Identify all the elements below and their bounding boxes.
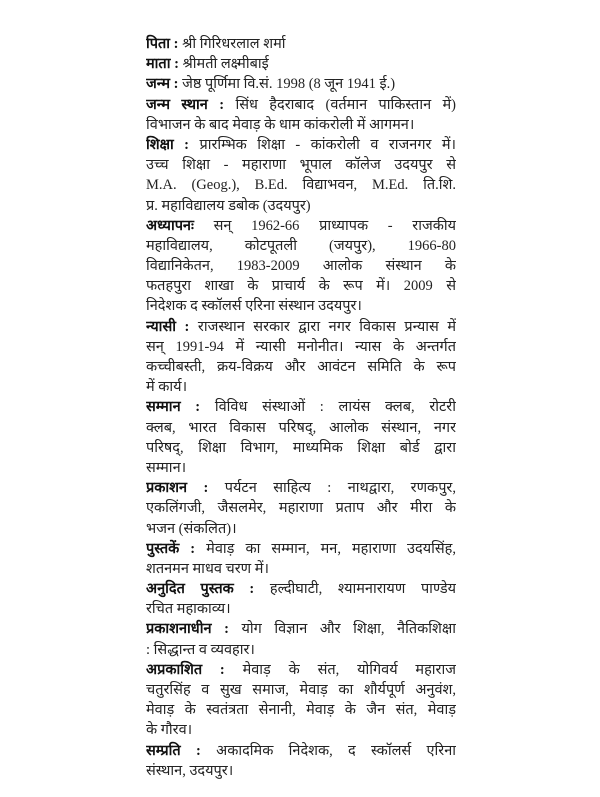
entry-label: अनुदित पुस्तक : [146,581,255,598]
text-line [146,579,456,599]
text-line [146,700,456,720]
text-line [146,115,456,135]
entry-text: मेवाड़ के स्वतंत्रता सेनानी, मेवाड़ के जैन संत, मेवाड़ [146,702,456,719]
bio-entry [146,539,456,579]
entry-text: संस्थान, उदयपुर। [146,762,234,779]
entry-text: महाविद्यालय, कोटपूतली (जयपुर), 1966-80 [146,237,456,254]
entry-text: भजन (संकलित)। [146,520,237,537]
text-line [146,720,456,740]
text-line [146,438,456,458]
entry-text: प्रारम्भिक शिक्षा - कांकरोली व राजनगर में। [199,136,456,153]
entry-text: उच्च शिक्षा - महाराणा भूपाल कॉलेज उदयपुर से [146,157,456,174]
text-line [146,155,456,175]
entry-text: कच्चीबस्ती, क्रय-विक्रय और आवंटन समिति के रूप [146,359,456,375]
bio-entry [146,135,456,216]
bio-entry [146,741,456,781]
entry-text: मेवाड़ का सम्मान, मन, महाराणा उदयसिंह, [206,540,456,557]
text-line [146,236,456,256]
entry-text: अकादमिक निदेशक, द स्कॉलर्स एरिना [216,742,456,759]
entry-text: फतहपुरा शाखा के प्राचार्य के रूप में। 2009 से [146,278,456,295]
text-line [146,317,456,337]
text-line [146,680,456,700]
entry-label: सम्मान : [146,399,201,416]
bio-entry [146,660,456,741]
text-line [146,74,456,94]
text-line [146,761,456,781]
bio-entry [146,34,456,54]
entry-text: के गौरव। [146,722,193,739]
text-line [146,54,456,74]
entry-label: प्रकाशनाधीन : [146,621,229,638]
entry-label: जन्म : [146,76,179,93]
entry-label: अध्यापनः [146,217,194,234]
entry-text: हल्दीघाटी, श्यामनारायण पाण्डेय [269,581,456,598]
entry-text: एकलिंगजी, जैसलमेर, महाराणा प्रताप और मीरा के [146,500,456,517]
text-line [146,357,456,377]
entry-text: क्लब, भारत विकास परिषद्, आलोक संस्थान, नगर [146,419,456,436]
entry-label: अप्रकाशित : [146,661,225,678]
entry-text: सन् 1962-66 प्राध्यापक - राजकीय [213,217,456,234]
entry-text: राजस्थान सरकार द्वारा नगर विकास प्रन्यास में [197,318,456,335]
text-line [146,296,456,316]
text-line [146,741,456,761]
entry-text: मेवाड़ के संत, योगिवर्य महाराज [242,661,456,678]
entry-label: न्यासी : [146,318,190,335]
bio-entry [146,74,456,94]
bio-entry [146,216,456,317]
text-line [146,397,456,417]
text-line [146,196,456,216]
entry-text: विभाजन के बाद मेवाड़ के धाम कांकरोली में आगमन। [146,116,415,133]
text-line [146,377,456,397]
text-line [146,599,456,619]
entry-text: शतनमन माधव चरण में। [146,560,269,577]
entry-text: विद्यानिकेतन, 1983-2009 आलोक संस्थान के [146,258,456,275]
entry-text: श्रीमती लक्ष्मीबाई [182,56,269,73]
entry-label: पिता : [146,36,179,52]
text-line [146,519,456,539]
bio-entry [146,397,456,478]
text-line [146,539,456,559]
text-line [146,458,456,478]
entry-label: जन्म स्थान : [146,96,225,113]
text-line [146,337,456,357]
text-line [146,34,456,54]
entry-text: विविध संस्थाओं : लायंस क्लब, रोटरी [214,399,456,416]
entry-label: पुस्तकें : [146,540,196,557]
text-line [146,418,456,438]
text-line [146,175,456,195]
entry-label: प्रकाशन : [146,480,209,497]
entry-text: श्री गिरिधरलाल शर्मा [182,36,286,52]
entry-text: चतुरसिंह व सुख समाज, मेवाड़ का शौर्यपूर्ण अनुवंश, [146,682,456,698]
bio-entry [146,478,456,539]
bio-entry [146,317,456,398]
entry-text: रचित महाकाव्य। [146,601,231,618]
entry-text: सम्मान। [146,459,187,476]
text-line [146,256,456,276]
text-line [146,619,456,639]
entry-label: शिक्षा : [146,136,190,153]
entry-text: जेष्ठ पूर्णिमा वि.सं. 1998 (8 जून 1941 ई.) [182,76,396,93]
entry-text: निदेशक द स्कॉलर्स एरिना संस्थान उदयपुर। [146,298,362,315]
entry-text: M.A. (Geog.), B.Ed. विद्याभवन, M.Ed. ति.शि. [146,177,456,194]
entry-text: पर्यटन साहित्य : नाथद्वारा, रणकपुर, [224,480,456,497]
entry-label: माता : [146,56,179,73]
bio-entry [146,95,456,135]
text-line [146,135,456,155]
entry-text: में कार्य। [146,379,188,396]
bio-entry [146,579,456,619]
text-line [146,559,456,579]
biography-document [146,34,456,781]
text-line [146,276,456,296]
text-line [146,640,456,660]
text-line [146,216,456,236]
entry-label: सम्प्रति : [146,742,201,759]
entry-text: योग विज्ञान और शिक्षा, नैतिकशिक्षा [241,621,456,638]
bio-entry [146,54,456,74]
entry-text: परिषद्, शिक्षा विभाग, माध्यमिक शिक्षा बोर्ड द्वारा [146,439,456,456]
text-line [146,660,456,680]
bio-entry [146,619,456,659]
text-line [146,95,456,115]
entry-text: सिंध हैदराबाद (वर्तमान पाकिस्तान में) [235,96,456,113]
entry-text: सन् 1991-94 में न्यासी मनोनीत। न्यास के अन्तर्गत [146,338,456,355]
text-line [146,498,456,518]
text-line [146,478,456,498]
entry-text: : सिद्धान्त व व्यवहार। [146,641,255,658]
entry-text: प्र. महाविद्यालय डबोक (उदयपुर) [146,197,311,214]
